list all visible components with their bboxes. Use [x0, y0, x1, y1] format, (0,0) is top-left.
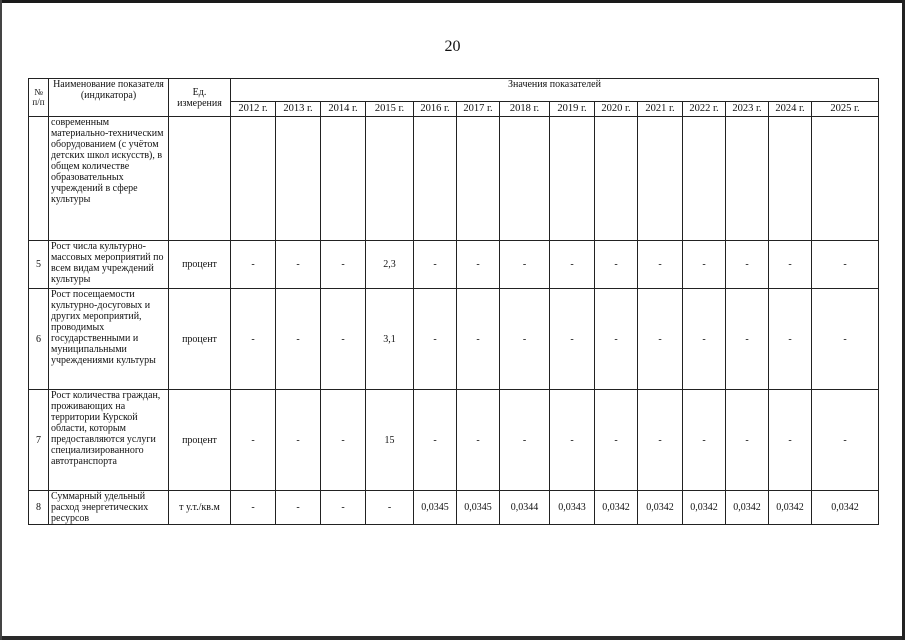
row-number: 7 — [29, 390, 49, 491]
indicator-name: современным материально-техническим оборудованием (с учётом детских школ искусств), в общем количестве образовательных учреждений в сфере культуры — [49, 117, 169, 241]
year-header: 2023 г. — [726, 102, 769, 117]
value-cell — [812, 117, 879, 241]
table-row — [29, 289, 879, 390]
value-cell: - — [414, 390, 457, 491]
year-header: 2019 г. — [550, 102, 595, 117]
table-row — [29, 241, 879, 289]
year-header: 2025 г. — [812, 102, 879, 117]
value-cell: - — [683, 241, 726, 289]
year-header: 2016 г. — [414, 102, 457, 117]
value-cell: - — [726, 390, 769, 491]
value-cell: - — [276, 390, 321, 491]
row-number: 6 — [29, 289, 49, 390]
row-number — [29, 117, 49, 241]
col-header-number: № п/п — [29, 79, 49, 117]
year-header: 2024 г. — [769, 102, 812, 117]
scan-border-top — [0, 0, 905, 3]
value-cell: - — [595, 390, 638, 491]
value-cell: - — [638, 241, 683, 289]
value-cell: - — [726, 241, 769, 289]
value-cell: - — [414, 289, 457, 390]
value-cell: - — [550, 241, 595, 289]
value-cell: - — [321, 289, 366, 390]
value-cell: - — [231, 491, 276, 525]
scan-border-bottom — [0, 636, 905, 640]
year-header: 2021 г. — [638, 102, 683, 117]
value-cell: - — [683, 390, 726, 491]
year-header: 2013 г. — [276, 102, 321, 117]
value-cell: - — [638, 289, 683, 390]
unit-cell: процент — [169, 289, 231, 390]
value-cell: - — [500, 289, 550, 390]
year-header: 2014 г. — [321, 102, 366, 117]
value-cell: - — [321, 491, 366, 525]
value-cell: - — [321, 390, 366, 491]
value-cell — [276, 117, 321, 241]
value-cell: 0,0342 — [595, 491, 638, 525]
value-cell: - — [457, 289, 500, 390]
unit-cell — [169, 117, 231, 241]
value-cell: - — [595, 241, 638, 289]
value-cell: - — [457, 241, 500, 289]
value-cell — [414, 117, 457, 241]
value-cell — [366, 117, 414, 241]
row-number: 8 — [29, 491, 49, 525]
value-cell: 0,0344 — [500, 491, 550, 525]
value-cell: - — [769, 289, 812, 390]
scan-border-left — [0, 0, 2, 640]
value-cell — [638, 117, 683, 241]
value-cell — [683, 117, 726, 241]
row-number: 5 — [29, 241, 49, 289]
value-cell — [231, 117, 276, 241]
value-cell: - — [683, 289, 726, 390]
indicator-name: Рост числа культурно-массовых мероприятий по всем видам учреждений культуры — [49, 241, 169, 289]
value-cell: - — [276, 241, 321, 289]
col-header-unit: Ед. измерения — [169, 79, 231, 117]
value-cell: 0,0342 — [638, 491, 683, 525]
value-cell: - — [500, 241, 550, 289]
value-cell: - — [276, 289, 321, 390]
value-cell: - — [550, 289, 595, 390]
value-cell: - — [726, 289, 769, 390]
value-cell: - — [231, 390, 276, 491]
col-header-values: Значения показателей — [231, 79, 879, 102]
value-cell: 0,0342 — [769, 491, 812, 525]
value-cell: 0,0345 — [414, 491, 457, 525]
value-cell: 0,0342 — [812, 491, 879, 525]
value-cell — [726, 117, 769, 241]
value-cell: 2,3 — [366, 241, 414, 289]
year-header: 2015 г. — [366, 102, 414, 117]
value-cell: - — [457, 390, 500, 491]
indicators-table — [28, 78, 879, 525]
table-row — [29, 390, 879, 491]
value-cell: 0,0342 — [683, 491, 726, 525]
value-cell: 15 — [366, 390, 414, 491]
value-cell — [500, 117, 550, 241]
value-cell: 3,1 — [366, 289, 414, 390]
value-cell: - — [812, 241, 879, 289]
col-header-name: Наименование показателя (индикатора) — [49, 79, 169, 117]
unit-cell: т у.т./кв.м — [169, 491, 231, 525]
indicator-name: Рост посещаемости культурно-досуговых и других мероприятий, проводимых государственными и муниципальными учреждениями культуры — [49, 289, 169, 390]
value-cell: 0,0342 — [726, 491, 769, 525]
year-header: 2022 г. — [683, 102, 726, 117]
unit-cell: процент — [169, 241, 231, 289]
unit-cell: процент — [169, 390, 231, 491]
value-cell: - — [414, 241, 457, 289]
value-cell: - — [595, 289, 638, 390]
value-cell: - — [276, 491, 321, 525]
year-header: 2020 г. — [595, 102, 638, 117]
value-cell: - — [812, 289, 879, 390]
value-cell: - — [231, 241, 276, 289]
value-cell: - — [321, 241, 366, 289]
value-cell — [321, 117, 366, 241]
value-cell — [550, 117, 595, 241]
indicator-name: Рост количества граждан, проживающих на территории Курской области, которым предоставляются услуги специализированного автотранспорта — [49, 390, 169, 491]
year-header: 2012 г. — [231, 102, 276, 117]
table-row — [29, 117, 879, 241]
value-cell: 0,0343 — [550, 491, 595, 525]
value-cell: - — [500, 390, 550, 491]
value-cell: - — [638, 390, 683, 491]
value-cell — [457, 117, 500, 241]
value-cell: - — [769, 241, 812, 289]
value-cell: - — [550, 390, 595, 491]
value-cell — [769, 117, 812, 241]
year-header: 2017 г. — [457, 102, 500, 117]
value-cell: 0,0345 — [457, 491, 500, 525]
value-cell — [595, 117, 638, 241]
value-cell: - — [812, 390, 879, 491]
indicator-name: Суммарный удельный расход энергетических ресурсов — [49, 491, 169, 525]
value-cell: - — [366, 491, 414, 525]
year-header: 2018 г. — [500, 102, 550, 117]
value-cell: - — [769, 390, 812, 491]
page-number: 20 — [444, 38, 461, 55]
value-cell: - — [231, 289, 276, 390]
table-row — [29, 491, 879, 525]
